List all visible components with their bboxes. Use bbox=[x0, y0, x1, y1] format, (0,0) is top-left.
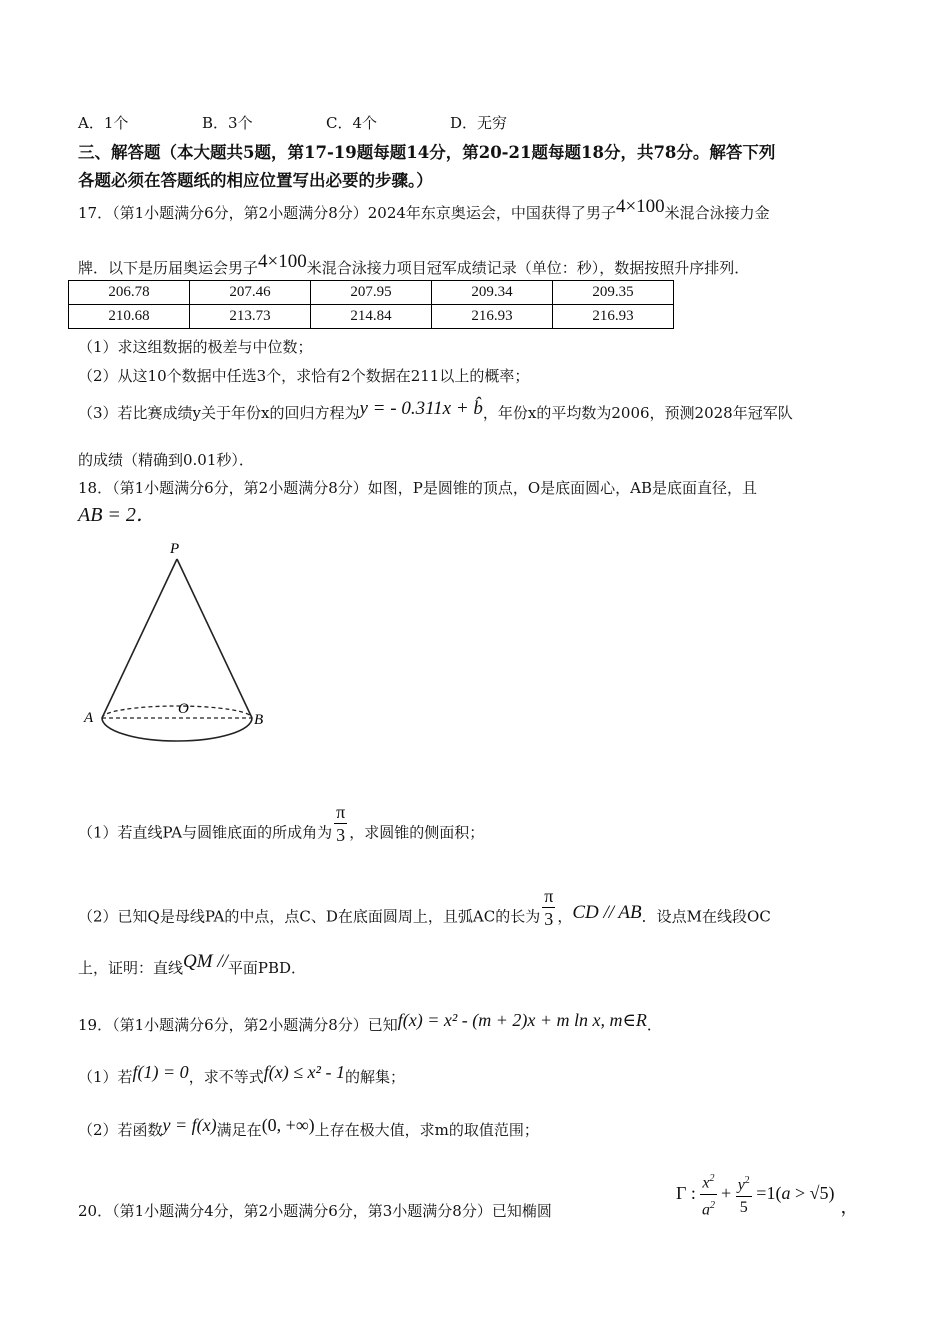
record-table bbox=[68, 280, 674, 329]
option-d: D．无穷 bbox=[450, 114, 508, 132]
table-cell: 210.68 bbox=[69, 305, 190, 329]
q18-intro: 18．（第1小题满分6分，第2小题满分8分）如图，P是圆锥的顶点，O是底面圆心，AB是底面直径，且 bbox=[78, 479, 758, 497]
label-a: A bbox=[84, 710, 94, 726]
section-heading-line1: 三、解答题（本大题共5题，第17-19题每题14分，第20-21题每题18分，共78分。解答下列 bbox=[78, 143, 776, 162]
fraction-pi-3: $\frac{\pi}{3}$ bbox=[336, 802, 346, 845]
table-row bbox=[69, 305, 674, 329]
table-cell: 209.34 bbox=[432, 281, 553, 305]
q18-ab: AB = 2． bbox=[78, 504, 156, 526]
option-a: A．1个 bbox=[78, 114, 129, 132]
q17-intro: 17．（第1小题满分6分，第2小题满分8分）2024年东京奥运会，中国获得了男子4×100米混合泳接力金 bbox=[78, 196, 770, 222]
table-row bbox=[69, 281, 674, 305]
table-cell: 209.35 bbox=[553, 281, 674, 305]
table-cell: 213.73 bbox=[190, 305, 311, 329]
q17-part3: （3）若比赛成绩y关于年份x的回归方程为y = - 0.311x + b̂，年份x的平均数为2006，预测2028年冠军队 bbox=[78, 398, 793, 422]
ellipse-equation: Γ : $\frac{x^2}{a^2}$ + $\frac{y^2}{5}$ =1(a > √5)， bbox=[676, 1170, 858, 1220]
q20-intro: 20．（第1小题满分4分，第2小题满分6分，第3小题满分8分）已知椭圆 bbox=[78, 1202, 552, 1220]
table-cell: 216.93 bbox=[553, 305, 674, 329]
slant-right bbox=[177, 559, 252, 718]
label-p: P bbox=[170, 541, 180, 557]
q18-part1: （1）若直线PA与圆锥底面的所成角为 $\frac{\pi}{3}$ ，求圆锥的侧面积； bbox=[78, 802, 485, 845]
q18-part2-cont: 上，证明：直线QM //平面PBD． bbox=[78, 951, 307, 977]
q19-part1: （1）若f(1) = 0，求不等式f(x) ≤ x² - 1的解集； bbox=[78, 1062, 405, 1086]
label-b: B bbox=[254, 712, 264, 728]
option-c: C．4个 bbox=[326, 114, 378, 132]
table-cell: 207.46 bbox=[190, 281, 311, 305]
table-cell: 214.84 bbox=[311, 305, 432, 329]
table-cell: 207.95 bbox=[311, 281, 432, 305]
label-o: O bbox=[178, 701, 189, 717]
q17-line2: 牌．以下是历届奥运会男子4×100米混合泳接力项目冠军成绩记录（单位：秒），数据按照升序排列． bbox=[78, 251, 750, 277]
base-back-arc bbox=[102, 706, 252, 718]
table-cell: 206.78 bbox=[69, 281, 190, 305]
slant-left bbox=[102, 559, 177, 718]
q19-part2: （2）若函数y = f(x)满足在(0, +∞)上存在极大值，求m的取值范围； bbox=[78, 1115, 539, 1139]
q18-part2: （2）已知Q是母线PA的中点，点C、D在底面圆周上，且弧AC的长为 $\frac{\pi}{3}$ ，CD // AB．设点M在线段OC bbox=[78, 886, 771, 929]
table-cell: 216.93 bbox=[432, 305, 553, 329]
base-front-arc bbox=[102, 718, 252, 741]
option-b: B．3个 bbox=[202, 114, 253, 132]
fraction-pi-3: $\frac{\pi}{3}$ bbox=[544, 886, 554, 929]
q17-part2: （2）从这10个数据中任选3个，求恰有2个数据在211以上的概率； bbox=[78, 367, 530, 385]
q17-part1: （1）求这组数据的极差与中位数； bbox=[78, 338, 313, 356]
q19-intro: 19．（第1小题满分6分，第2小题满分8分）已知f(x) = x² - (m + 2)x + m ln x, m∈R． bbox=[78, 1010, 662, 1034]
section-heading-line2: 各题必须在答题纸的相应位置写出必要的步骤。） bbox=[78, 171, 433, 190]
cone-figure bbox=[80, 535, 280, 750]
q17-part3-cont: 的成绩（精确到0.01秒）． bbox=[78, 451, 254, 469]
